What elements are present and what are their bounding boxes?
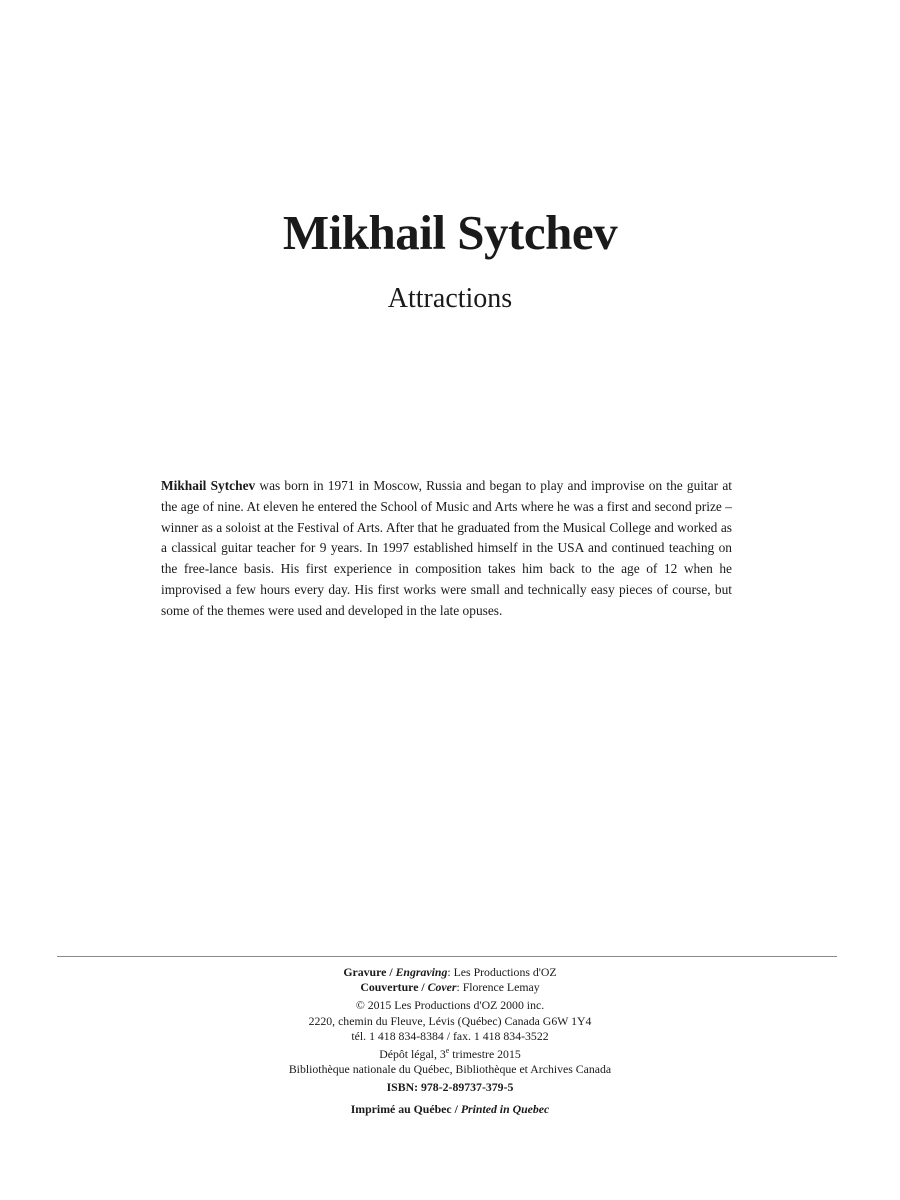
isbn-line: ISBN: 978-2-89737-379-5 <box>386 1080 514 1095</box>
biography-text: was born in 1971 in Moscow, Russia and began to play and improvise on the guitar at the age of nine. At eleven he entered the School of Music and Arts where he was a first and second prize – winner as a soloist at the Festival of Arts. After that he graduated from the Musical College and worked as a classical guitar teacher for 9 years. In 1997 established himself in the USA and continued teaching on the free-lance basis. His first experience in composition takes him back to the age of 12 when he improvised a few hours every day. His first works were small and technically easy pieces of course, but some of the themes were used and developed in the late opuses. <box>161 478 732 618</box>
legal-block <box>0 1047 900 1077</box>
cover-credit: Couverture / Cover: Florence Lemay <box>360 980 540 995</box>
biography-paragraph <box>161 476 732 622</box>
libraries-line: Bibliothèque nationale du Québec, Bibliothèque et Archives Canada <box>288 1062 612 1077</box>
legal-deposit-line: Dépôt légal, 3e trimestre 2015 <box>379 1046 521 1062</box>
biography-name: Mikhail Sytchev <box>161 478 256 493</box>
publisher-block <box>0 998 900 1044</box>
footer-divider <box>57 956 837 957</box>
copyright-line: © 2015 Les Productions d'OZ 2000 inc. <box>355 998 545 1013</box>
colophon <box>0 965 900 1117</box>
phone-line: tél. 1 418 834-8384 / fax. 1 418 834-3522 <box>351 1028 549 1043</box>
address-line: 2220, chemin du Fleuve, Lévis (Québec) Canada G6W 1Y4 <box>308 1013 592 1028</box>
composer-name: Mikhail Sytchev <box>282 205 618 260</box>
credits-block <box>0 965 900 995</box>
printed-in-line: Imprimé au Québec / Printed in Quebec <box>350 1101 550 1116</box>
engraving-credit: Gravure / Engraving: Les Productions d'OZ <box>343 965 557 979</box>
work-title: Attractions <box>387 283 513 314</box>
